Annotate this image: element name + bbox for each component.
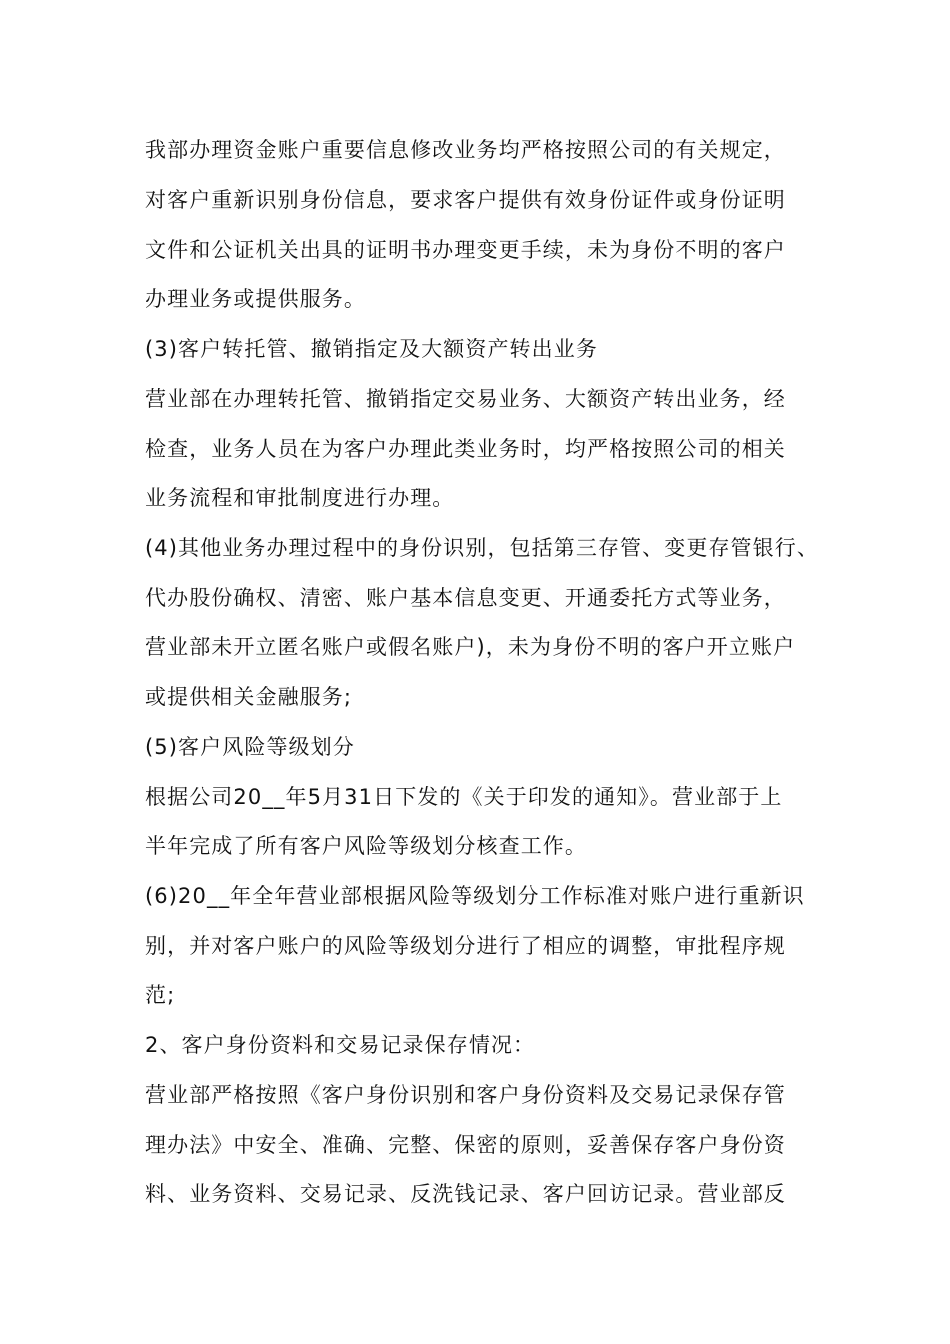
text-line: 或提供相关金融服务; [145,685,353,709]
section-heading: 2、客户身份资料和交易记录保存情况： [145,1033,536,1057]
text-line: 检查，业务人员在为客户办理此类业务时，均严格按照公司的相关 [145,437,786,461]
section-heading: (5)客户风险等级划分 [145,735,355,759]
text-line: 业务流程和审批制度进行办理。 [145,486,455,510]
text-line: 理办法》中安全、准确、完整、保密的原则，妥善保存客户身份资 [145,1133,786,1157]
text-line: 办理业务或提供服务。 [145,287,366,311]
text-line: 代办股份确权、清密、账户基本信息变更、开通委托方式等业务， [145,586,786,610]
text-line: 我部办理资金账户重要信息修改业务均严格按照公司的有关规定， [145,138,786,162]
text-line: (6)20__年全年营业部根据风险等级划分工作标准对账户进行重新识 [145,884,805,908]
text-line: 范; [145,983,176,1007]
text-line: 营业部在办理转托管、撤销指定交易业务、大额资产转出业务，经 [145,387,786,411]
text-line: 半年完成了所有客户风险等级划分核查工作。 [145,834,587,858]
text-line: 营业部未开立匿名账户或假名账户)，未为身份不明的客户开立账户 [145,635,796,659]
section-heading: (3)客户转托管、撤销指定及大额资产转出业务 [145,337,598,361]
text-line: (4)其他业务办理过程中的身份识别，包括第三存管、变更存管银行、 [145,536,819,560]
text-line: 料、业务资料、交易记录、反洗钱记录、客户回访记录。营业部反 [145,1182,786,1206]
text-line: 根据公司20__年5月31日下发的《关于印发的通知》。营业部于上 [145,785,783,809]
text-line: 别，并对客户账户的风险等级划分进行了相应的调整，审批程序规 [145,934,786,958]
text-line: 营业部严格按照《客户身份识别和客户身份资料及交易记录保存管 [145,1083,786,1107]
text-line: 对客户重新识别身份信息，要求客户提供有效身份证件或身份证明 [145,188,786,212]
text-line: 文件和公证机关出具的证明书办理变更手续，未为身份不明的客户 [145,238,786,262]
